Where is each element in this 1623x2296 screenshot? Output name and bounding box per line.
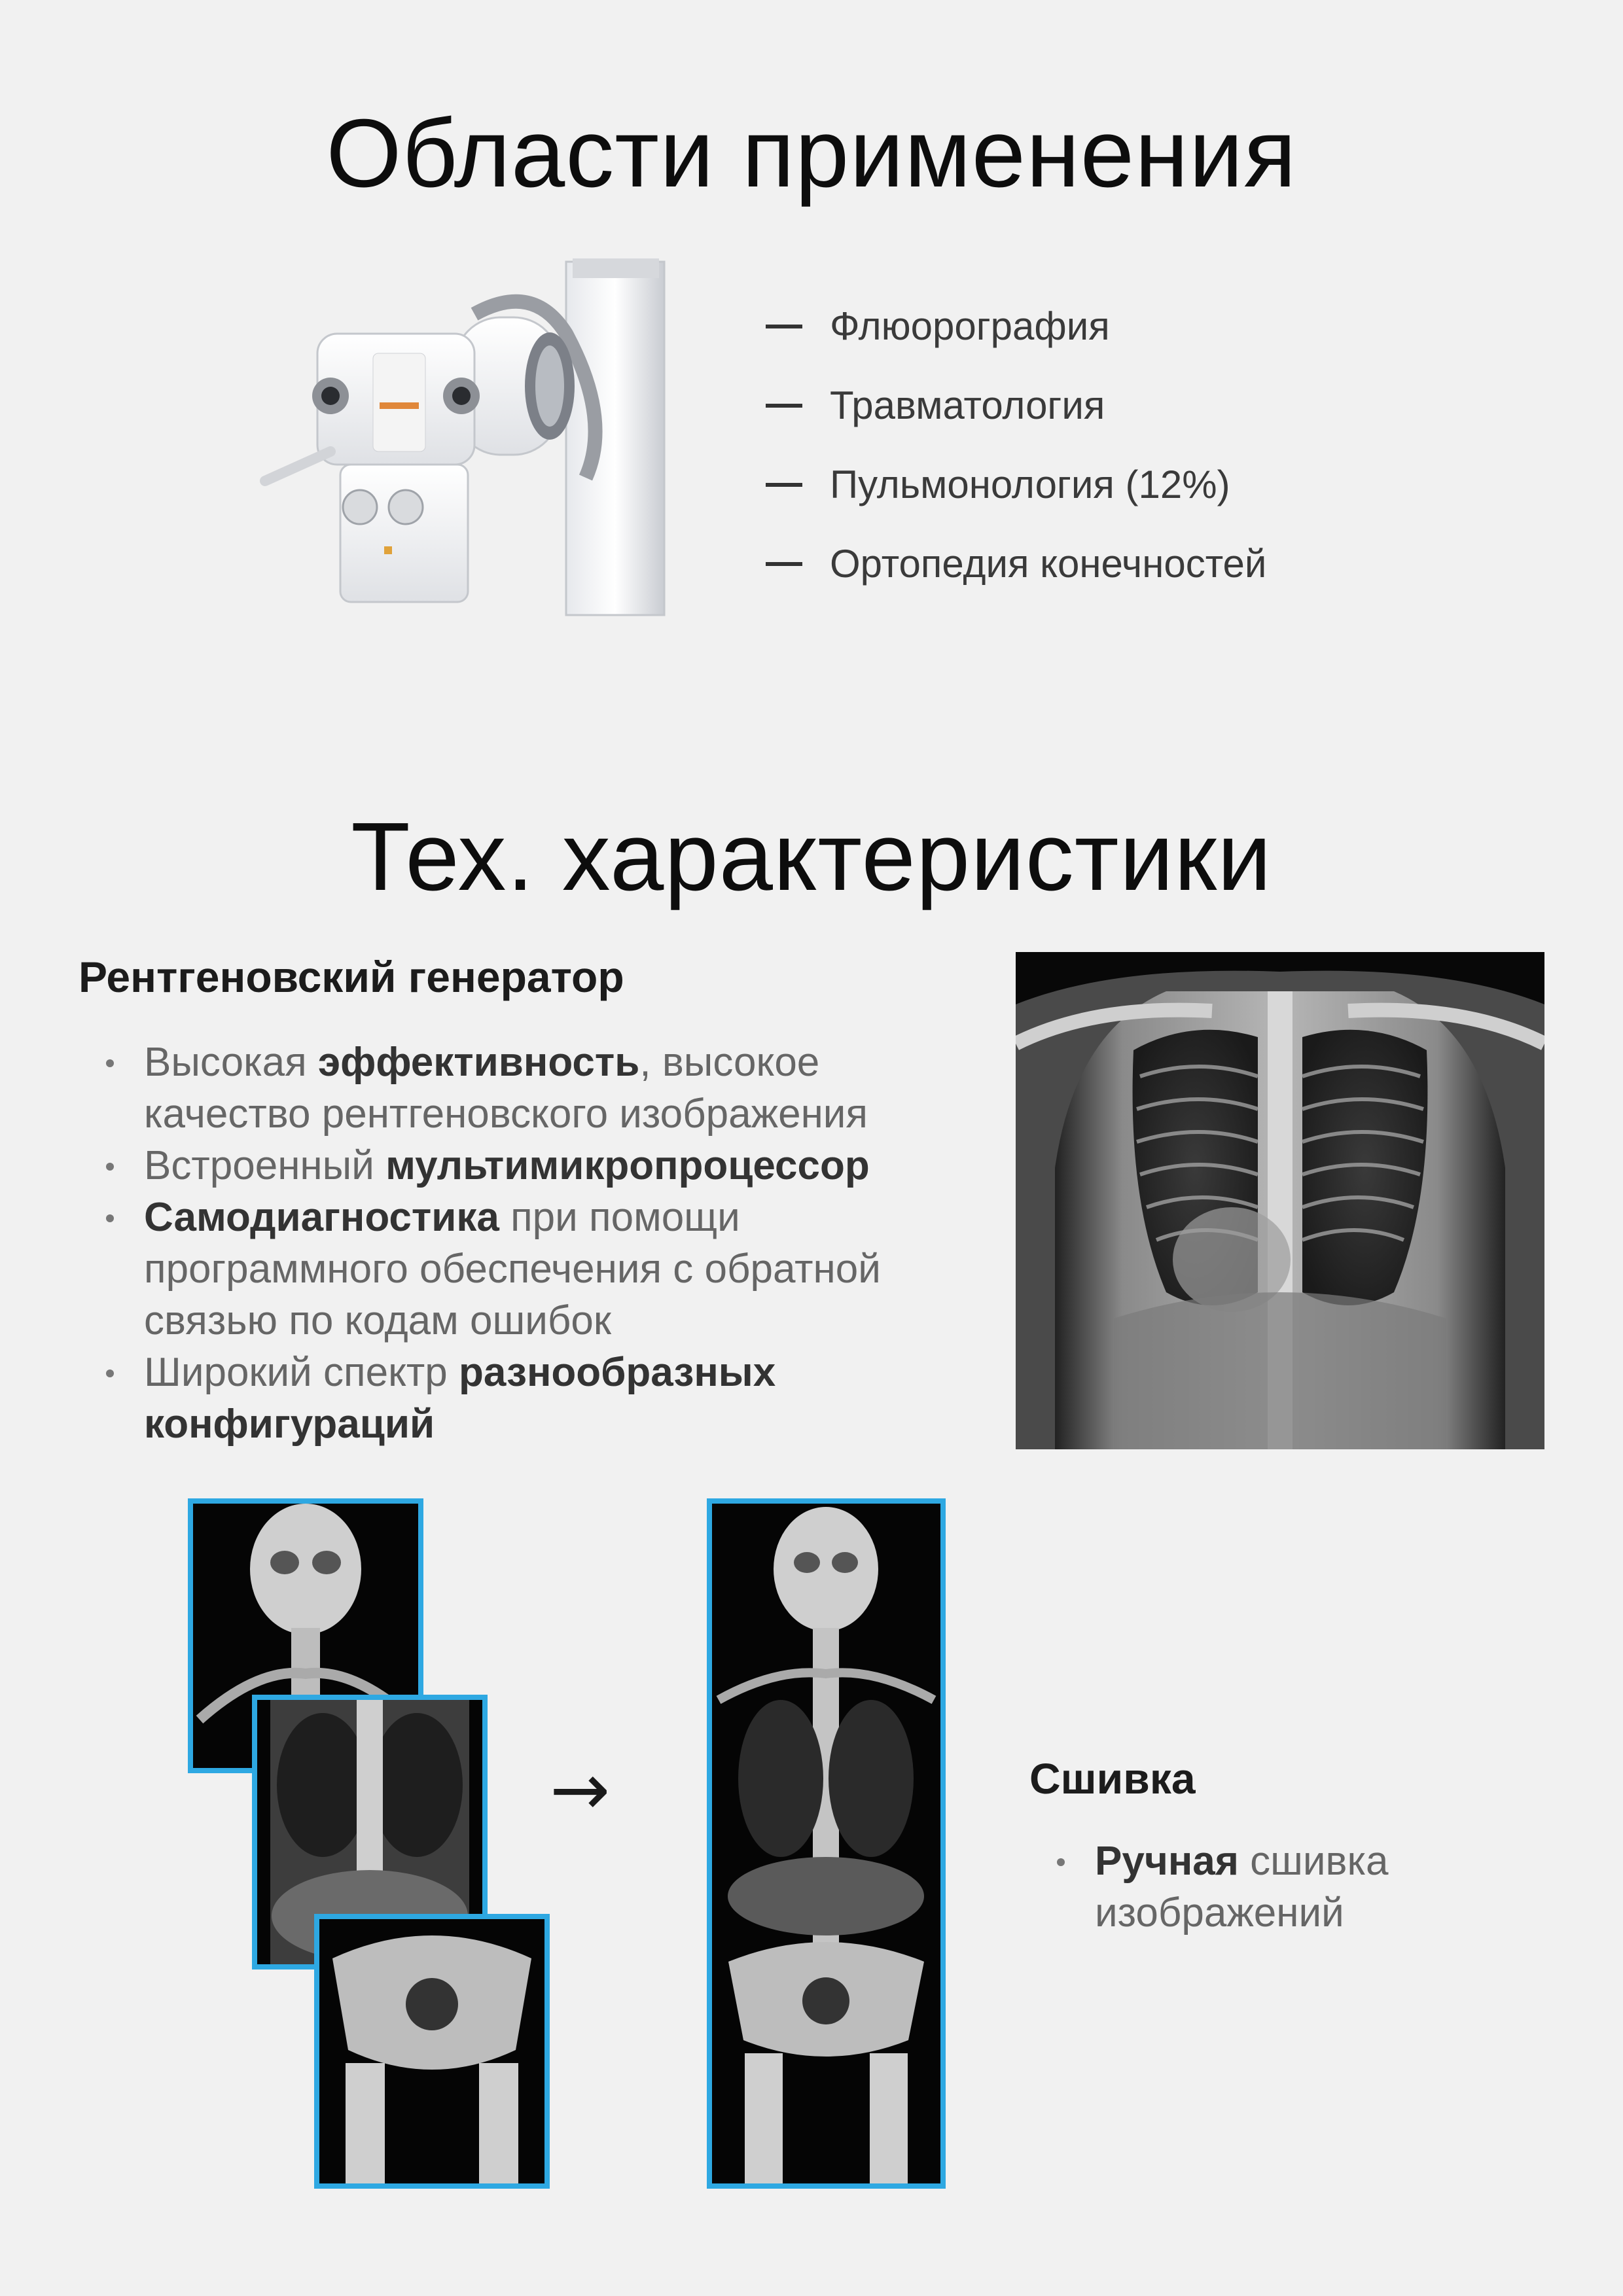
feature-item — [79, 1192, 995, 1347]
list-item — [766, 524, 1266, 603]
feature-text: сшивка изображений — [1095, 1839, 1389, 1935]
feature-bold: Самодиагностика — [144, 1195, 499, 1240]
tech-specs-heading: Тех. характеристики — [351, 803, 1272, 911]
feature-item — [79, 1347, 995, 1450]
dash-icon — [766, 483, 802, 487]
list-item — [766, 366, 1266, 445]
chest-xray-image — [1016, 952, 1544, 1449]
application-label: Флюорография — [830, 304, 1110, 348]
feature-item — [79, 1036, 995, 1140]
applications-list — [766, 287, 1266, 603]
feature-bold: мультимикропроцессор — [385, 1143, 870, 1188]
stitching-features — [1029, 1835, 1488, 1939]
arrow-right-icon: → — [550, 1748, 611, 1831]
application-label: Пульмонология (12%) — [830, 463, 1230, 506]
applications-heading: Области применения — [326, 99, 1297, 207]
stitching-heading: Сшивка — [1029, 1754, 1196, 1803]
feature-bold: эффективность — [317, 1040, 640, 1085]
feature-bold: Ручная — [1095, 1839, 1239, 1884]
application-label: Травматология — [830, 383, 1105, 427]
feature-text: , высокое качество рентгеновского изображения — [144, 1040, 868, 1137]
dash-icon — [766, 562, 802, 566]
feature-item — [79, 1140, 995, 1192]
xray-segment-lower — [314, 1914, 550, 2189]
xray-machine-image — [259, 255, 677, 622]
feature-bold: разнообразных конфигураций — [144, 1350, 776, 1447]
feature-text: Встроенный — [144, 1143, 386, 1188]
feature-text: при помощи программного обеспечения с обратной связью по кодам ошибок — [144, 1195, 881, 1343]
list-item — [766, 287, 1266, 366]
feature-item — [1029, 1835, 1488, 1939]
feature-text: Высокая — [144, 1040, 318, 1085]
dash-icon — [766, 325, 802, 328]
generator-features — [79, 1036, 995, 1450]
xray-stitched-result — [707, 1498, 946, 2189]
feature-text: Широкий спектр — [144, 1350, 459, 1395]
generator-heading: Рентгеновский генератор — [79, 953, 624, 1001]
application-label: Ортопедия конечностей — [830, 542, 1267, 586]
dash-icon — [766, 404, 802, 408]
list-item — [766, 445, 1266, 524]
